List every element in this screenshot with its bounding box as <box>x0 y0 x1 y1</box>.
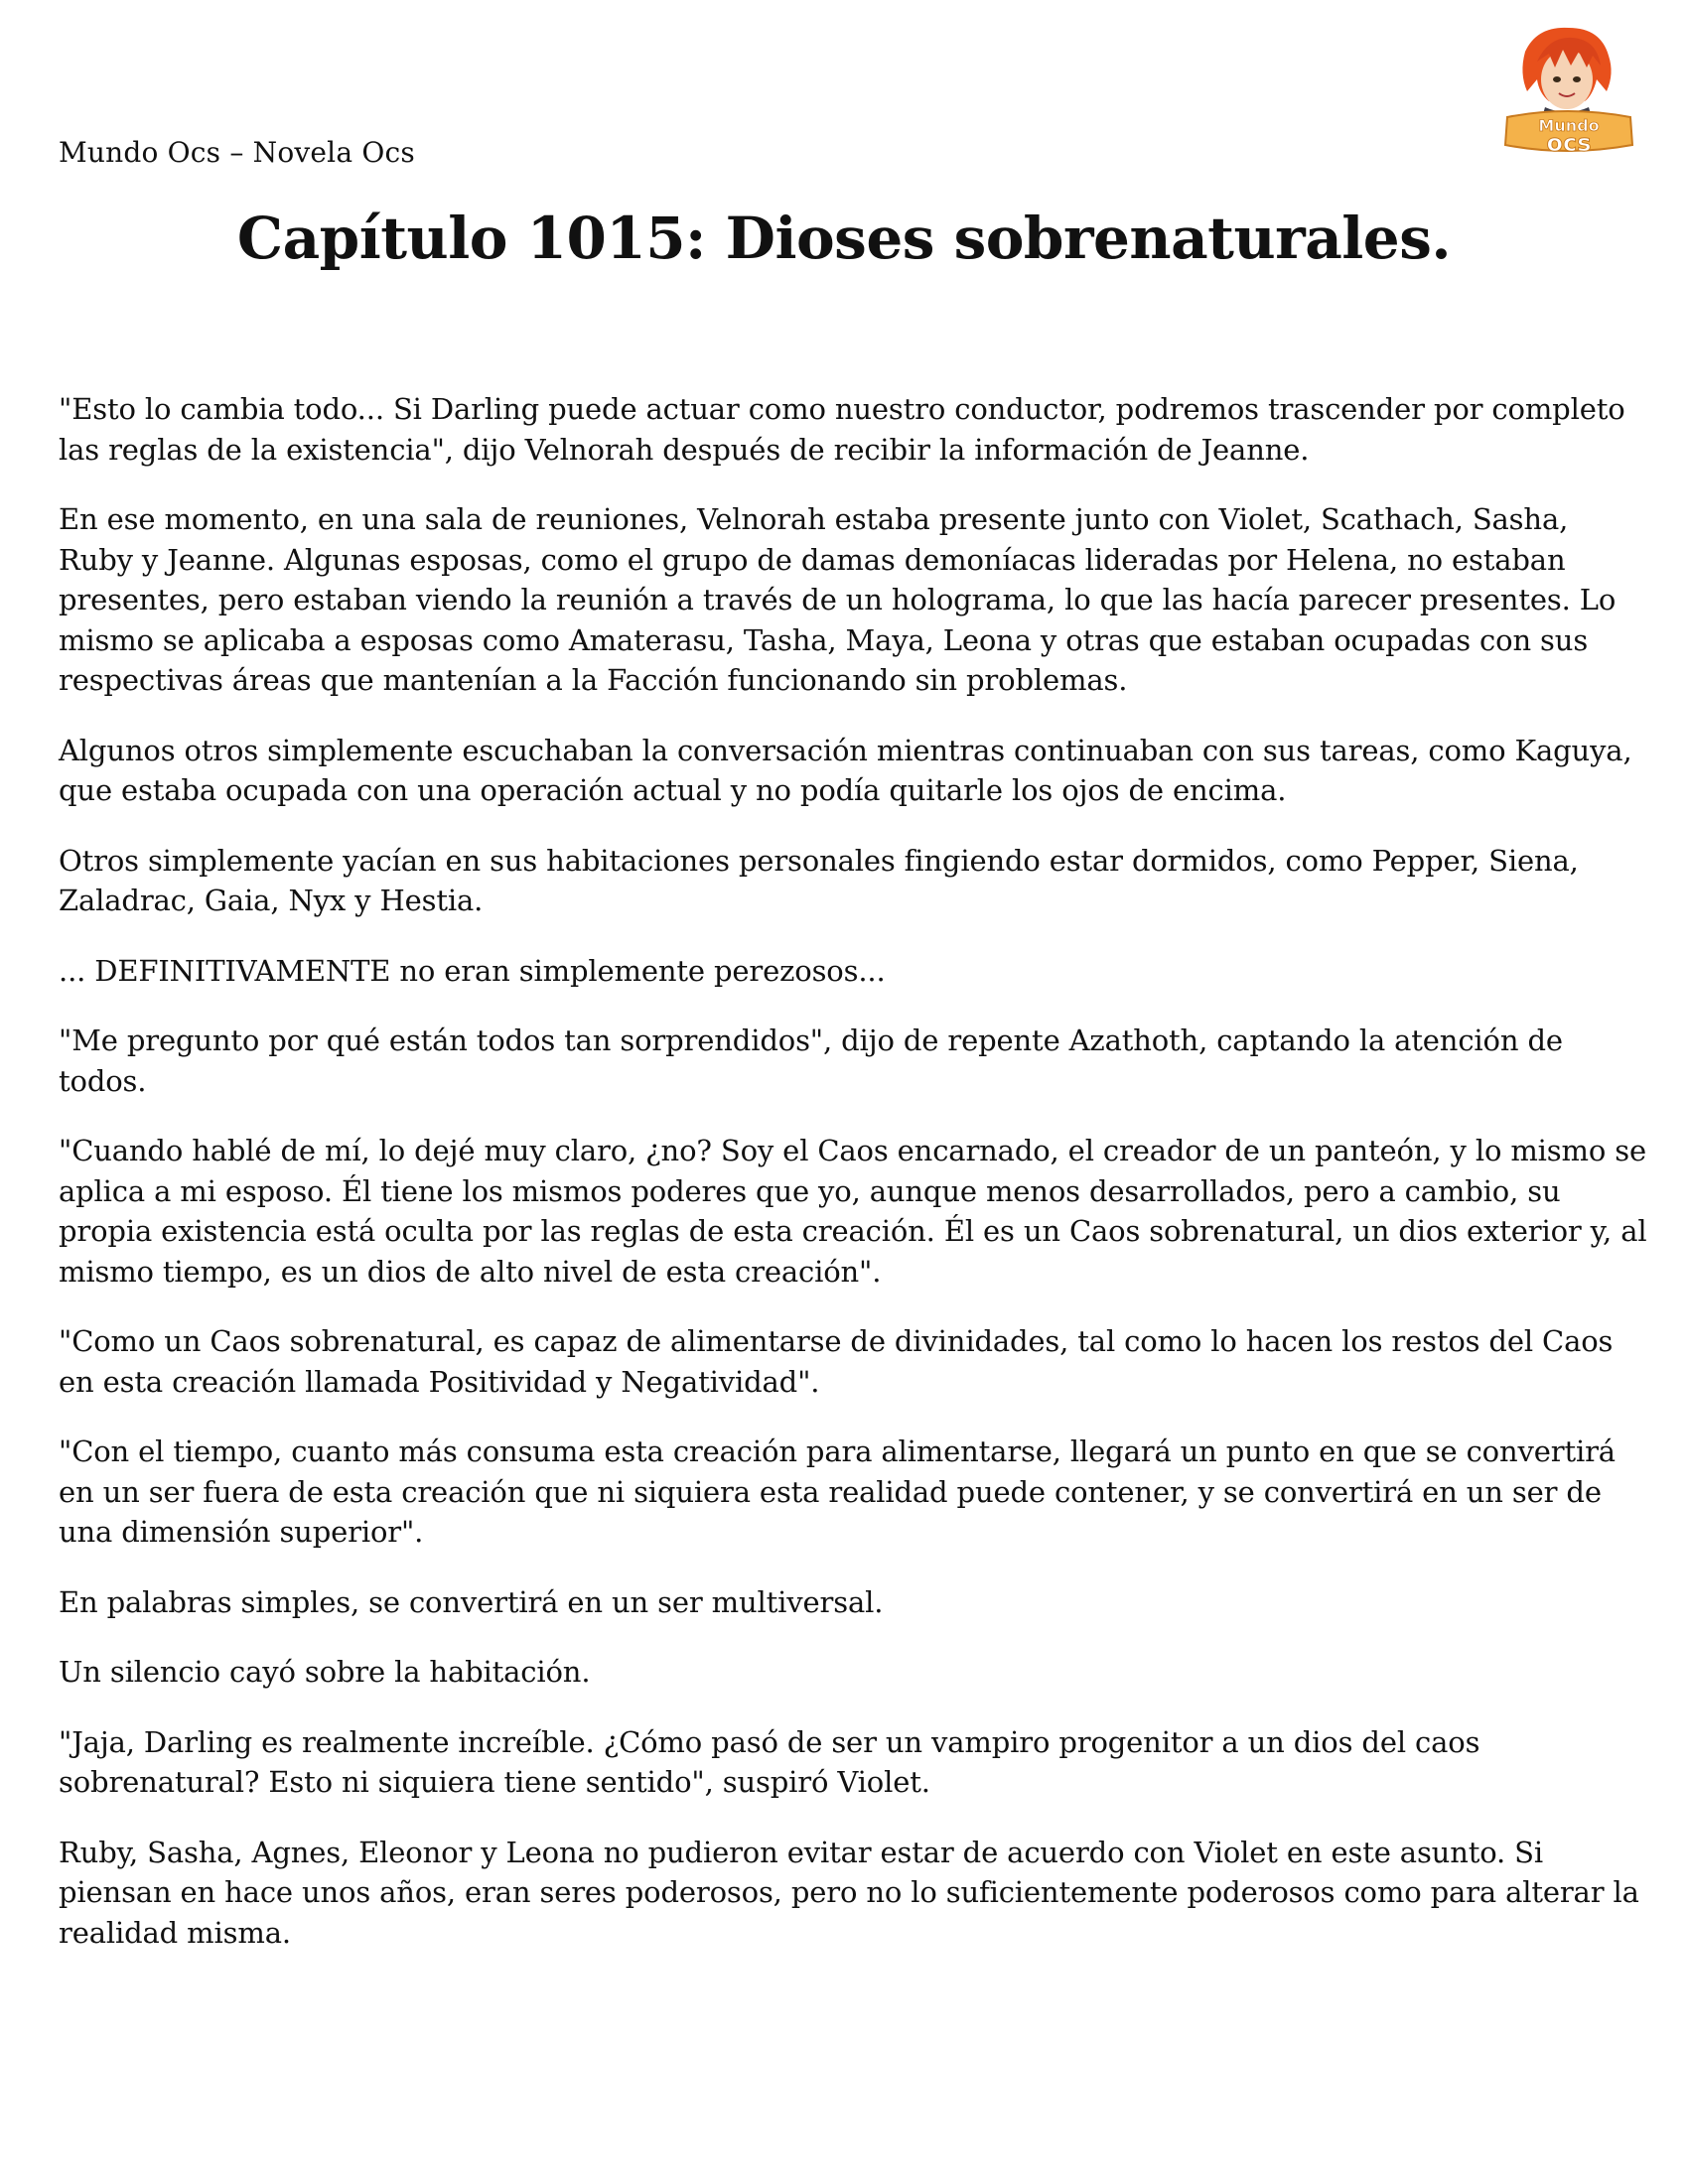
paragraph: Ruby, Sasha, Agnes, Eleonor y Leona no pudieron evitar estar de acuerdo con Violet en este asunto. Si piensan en hace unos años, eran seres poderosos, pero no lo suficientemente poderosos como para alterar la realidad misma. <box>59 1835 1639 1950</box>
paragraph: Un silencio cayó sobre la habitación. <box>59 1655 591 1689</box>
header-source: Mundo Ocs – Novela Ocs <box>59 136 415 169</box>
paragraph: "Cuando hablé de mí, lo dejé muy claro, ¿no? Soy el Caos encarnado, el creador de un panteón, y lo mismo se aplica a mi esposo. Él tiene los mismos poderes que yo, aunque menos desarrollados, pero a cambio, su propia existencia está oculta por las reglas de esta creación. Él es un Caos sobrenatural, un dios exterior y, al mismo tiempo, es un dios de alto nivel de esta creación". <box>59 1134 1647 1289</box>
paragraph: "Me pregunto por qué están todos tan sorprendidos", dijo de repente Azathoth, captando la atención de todos. <box>59 1024 1563 1098</box>
logo-text-top: Mundo <box>1538 116 1600 135</box>
paragraph: En palabras simples, se convertirá en un ser multiversal. <box>59 1584 884 1619</box>
paragraph: En ese momento, en una sala de reuniones, Velnorah estaba presente junto con Violet, Scathach, Sasha, Ruby y Jeanne. Algunas esposas, como el grupo de damas demoníacas lideradas por Helena, no estaban presentes, pero estaban viendo la reunión a través de un holograma, lo que las hacía parecer presentes. Lo mismo se aplicaba a esposas como Amaterasu, Tasha, Maya, Leona y otras que estaban ocupadas con sus respectivas áreas que mantenían a la Facción funcionando sin problemas. <box>59 502 1617 697</box>
paragraph: ... DEFINITIVAMENTE no eran simplemente perezosos... <box>59 953 886 988</box>
paragraph: "Con el tiempo, cuanto más consuma esta creación para alimentarse, llegará un punto en que se convertirá en un ser fuera de esta creación que ni siquiera esta realidad puede contener, y se convertirá en un ser de una dimensión superior". <box>59 1434 1616 1549</box>
paragraph: Otros simplemente yacían en sus habitaciones personales fingiendo estar dormidos, como Pepper, Siena, Zaladrac, Gaia, Nyx y Hestia. <box>59 843 1579 917</box>
paragraph: "Esto lo cambia todo... Si Darling puede actuar como nuestro conductor, podremos trascender por completo las reglas de la existencia", dijo Velnorah después de recibir la información de Jeanne. <box>59 392 1625 467</box>
paragraph: Algunos otros simplemente escuchaban la conversación mientras continuaban con sus tareas, como Kaguya, que estaba ocupada con una operación actual y no podía quitarle los ojos de encima. <box>59 733 1632 807</box>
paragraph: "Jaja, Darling es realmente increíble. ¿Cómo pasó de ser un vampiro progenitor a un dios del caos sobrenatural? Esto ni siquiera tiene sentido", suspiró Violet. <box>59 1724 1480 1799</box>
mundo-ocs-logo <box>1497 22 1638 159</box>
paragraph: "Como un Caos sobrenatural, es capaz de alimentarse de divinidades, tal como lo hacen los restos del Caos en esta creación llamada Positividad y Negatividad". <box>59 1324 1614 1399</box>
chapter-body <box>59 389 1647 1982</box>
logo-mascot-icon <box>1497 22 1638 159</box>
chapter-title: Capítulo 1015: Dioses sobrenaturales. <box>236 205 1452 272</box>
logo-text-bottom: ocs <box>1546 129 1592 157</box>
